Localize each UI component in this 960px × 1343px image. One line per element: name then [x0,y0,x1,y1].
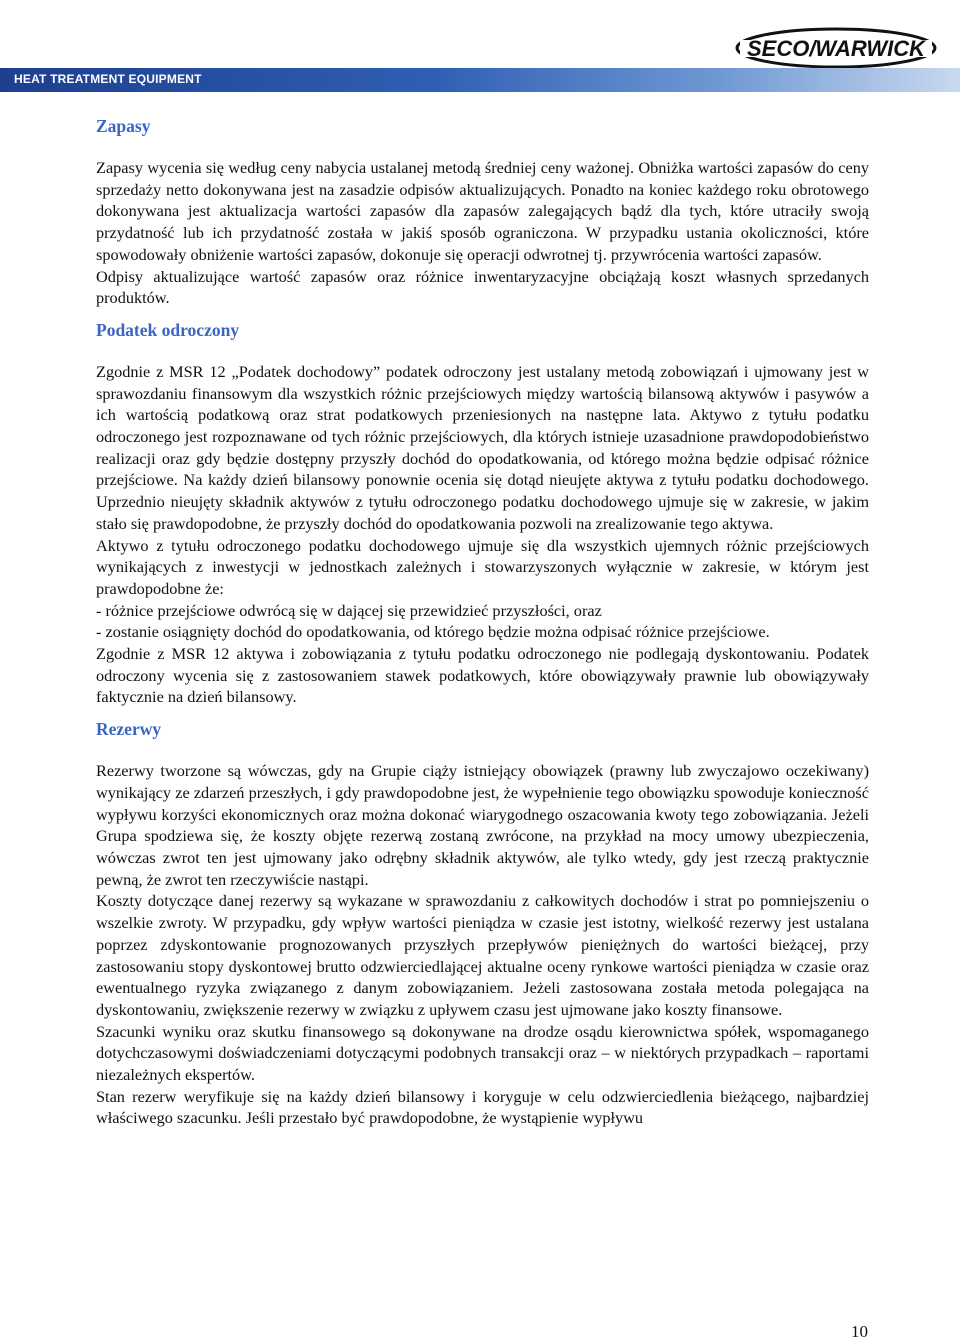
paragraph: Szacunki wyniku oraz skutku finansowego są dokonywane na drodze osądu kierownictwa spółek, wspomaganego dotychczasowymi doświadczeniami dotyczącymi podobnych transakcji oraz – w niektórych przypadkach – raportami niezależnych ekspertów. [96,1021,869,1085]
paragraph: Zgodnie z MSR 12 aktywa i zobowiązania z tytułu podatku odroczonego nie podlegają dyskontowaniu. Podatek odroczony wycenia się z zastosowaniem stawek podatkowych, które obowiązywały prawnie lub obowiązywały faktycznie na dzień bilansowy. [96,644,869,707]
paragraph: Odpisy aktualizujące wartość zapasów oraz różnice inwentaryzacyjne obciążają koszt własnych sprzedanych produktów. [96,266,869,308]
paragraph: Zapasy wycenia się według ceny nabycia ustalanej metodą średniej ceny ważonej. Obniżka wartości zapasów do ceny sprzedaży netto dokonywana jest na zasadzie odpisów aktualizujących. Ponadto na koniec każdego roku obrotowego dokonywana jest aktualizacja wartości zapasów dla zapasów zalegających bądź dla tych, które utraciły swoją przydatność lub ich przydatność została w jakiś sposób ograniczona. W przypadku ustania okoliczności, które spowodowały obniżenie wartości zapasów, dokonuje się operacji odwrotnej tj. przywrócenia wartości zapasów. [96,158,869,264]
header-band [0,68,960,92]
logo-wordmark: SECO/WARWICK [746,36,926,61]
paragraph: Aktywo z tytułu odroczonego podatku dochodowego ujmuje się dla wszystkich ujemnych różnic przejściowych wynikających z inwestycji w jednostkach zależnych i stowarzyszonych wyłącznie w zakresie, w którym jest prawdopodobne że: [96,535,869,598]
paragraph: Stan rezerw weryfikuje się na każdy dzień bilansowy i koryguje w celu odzwierciedlenia bieżącego, najbardziej właściwego szacunku. Jeśli przestało być prawdopodobne, że wystąpienie wypływu [96,1086,869,1128]
document-body [96,112,869,1129]
list-item: - zostanie osiągnięty dochód do opodatkowania, od którego będzie można odpisać różnice przejściowe. [96,622,770,642]
paragraph: Zgodnie z MSR 12 „Podatek dochodowy” podatek odroczony jest ustalany metodą zobowiązań i ujmowany jest w sprawozdaniu finansowym dla wszystkich różnic przejściowych między wartością bilansową aktywów i pasywów a ich wartością podatkową oraz strat podatkowych przeniesionych na następne lata. Aktywo z tytułu podatku odroczonego jest rozpoznawane od tych różnic przejściowych, dla których istnieje uzasadnione prawdopodobieństwo realizacji oraz gdy będzie dostępny przyszły dochód do opodatkowania, od którego można będzie odpisać różnice przejściowe. Na każdy dzień bilansowy ponownie ocenia się dotąd nieujęte aktywa z tytułu podatku dochodowego. Uprzednio nieujęty składnik aktywów z tytułu odroczonego podatku dochodowego ujmuje się w zakresie, w jakim stało się prawdopodobne, że przyszły dochód do opodatkowania pozwoli na zrealizowanie tego aktywa. [96,361,869,533]
page-number: 10 [851,1322,868,1341]
paragraph: Koszty dotyczące danej rezerwy są wykazane w sprawozdaniu z całkowitych dochodów i strat po pomniejszeniu o wszelkie zwroty. W przypadku, gdy wpływ wartości pieniądza w czasie jest istotny, wielkość rezerwy jest ustalana poprzez zdyskontowanie prognozowanych przyszłych przepływów pieniężnych do wartości bieżącej, przy zastosowaniu stopy dyskontowej brutto odzwierciedlającej aktualne oceny rynkowe wartości pieniądza w czasie oraz ewentualnego ryzyka związanego z danym zobowiązaniem. Jeżeli zastosowana została metoda polegająca na dyskontowaniu, zwiększenie rezerwy w związku z upływem czasu jest ujmowane jako koszty finansowe. [96,891,869,1019]
list-item: - różnice przejściowe odwrócą się w dającej się przewidzieć przyszłości, oraz [96,600,602,620]
paragraph: Rezerwy tworzone są wówczas, gdy na Grupie ciąży istniejący obowiązek (prawny lub zwyczajowo oczekiwany) wynikający ze zdarzeń przeszłych, i gdy prawdopodobne jest, że wypełnienie tego obowiązku spowoduje konieczność wypływu korzyści ekonomicznych oraz można dokonać wiarygodnego oszacowania kwoty tego zobowiązania. Jeżeli Grupa spodziewa się, że koszty objęte rezerwą zostaną zwrócone, na przykład na mocy umowy ubezpieczenia, wówczas zwrot ten jest ujmowany jako odrębny składnik aktywów, ale tylko wtedy, gdy jest rzeczą praktycznie pewną, że zwrot ten rzeczywiście nastąpi. [96,761,869,889]
company-logo [734,26,938,70]
section-title-zapasy: Zapasy [96,116,151,136]
section-title-podatek-odroczony: Podatek odroczony [96,319,240,340]
header-band-label: HEAT TREATMENT EQUIPMENT [14,72,202,86]
section-title-rezerwy: Rezerwy [96,719,162,740]
